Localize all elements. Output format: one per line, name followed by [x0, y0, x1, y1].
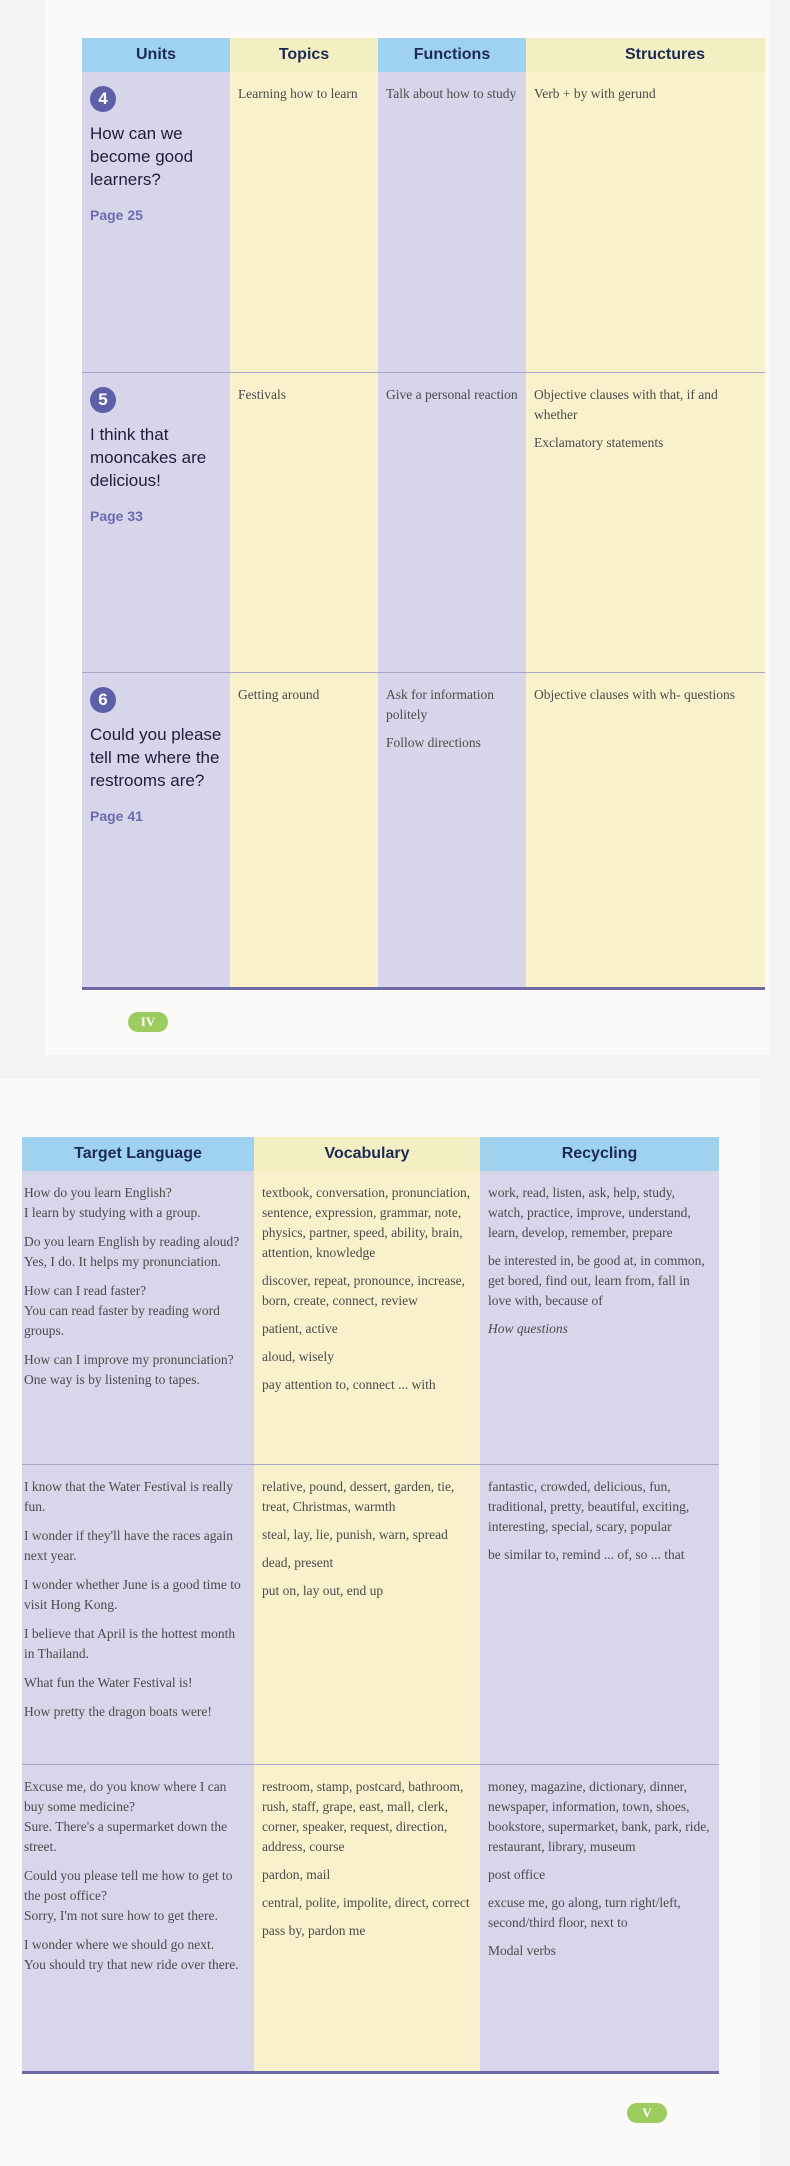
- vocab-group: dead, present: [262, 1554, 334, 1570]
- sentence: I wonder where we should go next.: [24, 1936, 215, 1952]
- sentence: You should try that new ride over there.: [24, 1956, 239, 1972]
- vocab-group: restroom, stamp, postcard, bathroom, rush, staff, grape, east, mall, clerk, corner, speaker, request, direction, address, course: [262, 1778, 464, 1854]
- vocab-group: central, polite, impolite, direct, correct: [262, 1894, 470, 1910]
- sentence: How do you learn English?: [24, 1185, 172, 1200]
- table-row: [82, 672, 765, 988]
- recycling-group: post office: [488, 1866, 546, 1882]
- vocabulary-cell: [254, 1171, 480, 1464]
- unit-page-link[interactable]: Page 25: [90, 207, 143, 223]
- sentence: I wonder whether June is a good time to visit Hong Kong.: [24, 1576, 241, 1612]
- functions-cell: [378, 672, 526, 988]
- contents-table-language: [22, 1137, 719, 2074]
- vocab-group: textbook, conversation, pronunciation, sentence, expression, grammar, note, physics, partner, speed, ability, brain, attention, knowledge: [262, 1185, 471, 1260]
- table-row: [22, 1764, 719, 2072]
- sentence: Sorry, I'm not sure how to get there.: [24, 1907, 218, 1923]
- unit-title: I think that mooncakes are delicious!: [90, 424, 207, 490]
- vocabulary-cell: [254, 1464, 480, 1764]
- vocab-group: put on, lay out, end up: [262, 1582, 384, 1598]
- unit-title: Could you please tell me where the restrooms are?: [90, 724, 222, 790]
- sentence: I wonder if they'll have the races again next year.: [24, 1527, 233, 1563]
- target-language-cell: [22, 1171, 254, 1464]
- header-recycling: Recycling: [480, 1137, 719, 1171]
- vocab-group: pay attention to, connect ... with: [262, 1377, 436, 1392]
- target-language-cell: [22, 1764, 254, 2072]
- structure-item: Verb + by with gerund: [534, 86, 656, 101]
- sentence: What fun the Water Festival is!: [24, 1674, 193, 1690]
- sentence: Do you learn English by reading aloud?: [24, 1234, 240, 1249]
- sentence: Excuse me, do you know where I can buy some medicine?: [24, 1778, 227, 1814]
- function-item: Talk about how to study: [386, 86, 517, 101]
- recycling-group: excuse me, go along, turn right/left, second/third floor, next to: [488, 1894, 681, 1930]
- structures-cell: [526, 72, 765, 372]
- functions-cell: [378, 372, 526, 672]
- unit-page-link[interactable]: Page 33: [90, 507, 143, 524]
- sentence: Sure. There's a supermarket down the street.: [24, 1818, 228, 1854]
- recycling-group: Modal verbs: [488, 1942, 556, 1958]
- topic-cell: Festivals: [230, 372, 378, 672]
- recycling-group: How questions: [488, 1321, 568, 1336]
- vocab-group: patient, active: [262, 1321, 338, 1336]
- header-units: Units: [82, 38, 230, 72]
- recycling-cell: [480, 1764, 719, 2072]
- header-target-language: Target Language: [22, 1137, 254, 1171]
- function-item: Ask for information politely: [386, 686, 494, 722]
- topic-cell: Learning how to learn: [230, 72, 378, 372]
- sentence: How pretty the dragon boats were!: [24, 1703, 212, 1719]
- target-language-cell: [22, 1464, 254, 1764]
- page-number-badge: V: [627, 2103, 667, 2123]
- sentence: You can read faster by reading word groups.: [24, 1303, 220, 1338]
- recycling-cell: [480, 1464, 719, 1764]
- vocab-group: relative, pound, dessert, garden, tie, treat, Christmas, warmth: [262, 1478, 455, 1514]
- structure-item: Exclamatory statements: [534, 434, 664, 450]
- recycling-group: be interested in, be good at, in common, get bored, find out, learn from, fall in love with, because of: [488, 1253, 705, 1308]
- vocabulary-cell: [254, 1764, 480, 2072]
- recycling-group: be similar to, remind ... of, so ... that: [488, 1546, 685, 1562]
- header-topics: Topics: [230, 38, 378, 72]
- recycling-group: money, magazine, dictionary, dinner, newspaper, information, town, shoes, bookstore, supermarket, bank, park, ride, restaurant, library, museum: [488, 1778, 710, 1854]
- unit-cell: [82, 672, 230, 988]
- structures-cell: [526, 372, 765, 672]
- unit-page-link[interactable]: Page 41: [90, 807, 143, 824]
- recycling-cell: [480, 1171, 719, 1464]
- function-item: Give a personal reaction: [386, 386, 518, 402]
- table-row: [82, 372, 765, 672]
- unit-title: How can we become good learners?: [90, 124, 194, 189]
- sentence: How can I improve my pronunciation?: [24, 1352, 234, 1367]
- header-vocabulary: Vocabulary: [254, 1137, 480, 1171]
- unit-cell: [82, 372, 230, 672]
- table-row: [22, 1464, 719, 1764]
- structure-item: Objective clauses with that, if and whether: [534, 386, 718, 422]
- vocab-group: pardon, mail: [262, 1866, 331, 1882]
- unit-cell: [82, 72, 230, 372]
- sentence: Yes, I do. It helps my pronunciation.: [24, 1254, 221, 1269]
- vocab-group: discover, repeat, pronounce, increase, born, create, connect, review: [262, 1273, 465, 1308]
- header-structures: Structures: [526, 38, 765, 72]
- unit-number-badge: 4: [90, 86, 116, 112]
- table-row: [22, 1171, 719, 1464]
- recycling-group: fantastic, crowded, delicious, fun, traditional, pretty, beautiful, exciting, interesting, special, scary, popular: [488, 1478, 690, 1534]
- structures-cell: [526, 672, 765, 988]
- sentence: How can I read faster?: [24, 1283, 147, 1298]
- structure-item: Objective clauses with wh- questions: [534, 686, 735, 702]
- vocab-group: steal, lay, lie, punish, warn, spread: [262, 1526, 448, 1542]
- sentence: Could you please tell me how to get to the post office?: [24, 1867, 233, 1903]
- contents-table-units: [82, 38, 765, 990]
- unit-number-badge: 6: [90, 687, 116, 713]
- sentence: One way is by listening to tapes.: [24, 1372, 200, 1387]
- vocab-group: pass by, pardon me: [262, 1922, 366, 1938]
- header-functions: Functions: [378, 38, 526, 72]
- sentence: I learn by studying with a group.: [24, 1205, 201, 1220]
- page-number-badge: IV: [128, 1012, 168, 1032]
- table-row: [82, 72, 765, 372]
- function-item: Follow directions: [386, 734, 481, 750]
- unit-number-badge: 5: [90, 387, 116, 413]
- sentence: I know that the Water Festival is really fun.: [24, 1478, 233, 1514]
- sentence: I believe that April is the hottest month in Thailand.: [24, 1625, 236, 1661]
- functions-cell: [378, 72, 526, 372]
- recycling-group: work, read, listen, ask, help, study, watch, practice, improve, understand, learn, develop, remember, prepare: [488, 1185, 691, 1240]
- vocab-group: aloud, wisely: [262, 1349, 334, 1364]
- topic-cell: Getting around: [230, 672, 378, 988]
